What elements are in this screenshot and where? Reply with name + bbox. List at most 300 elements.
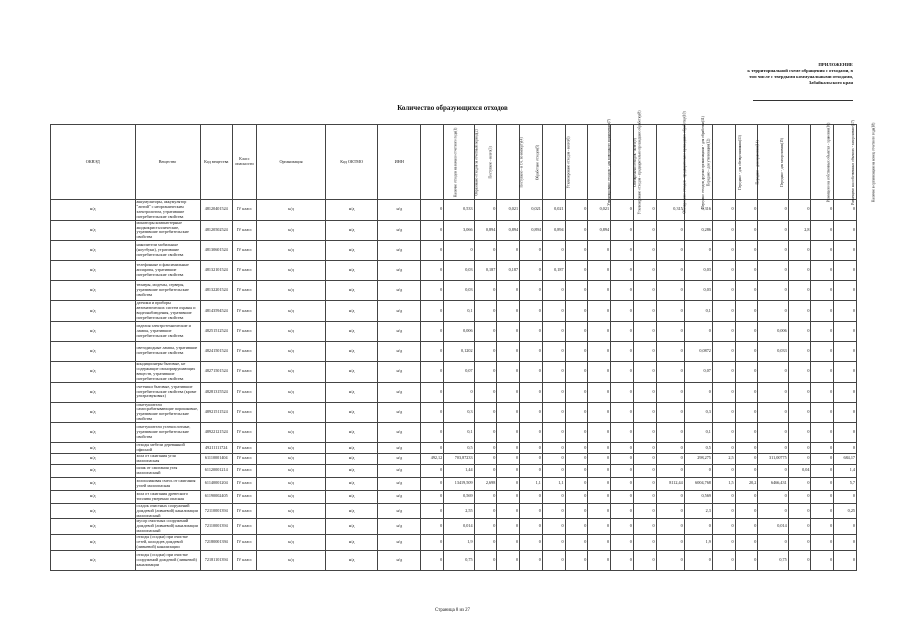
table-cell: 0 <box>735 241 758 261</box>
table-cell: 0 <box>712 321 735 341</box>
table-cell: 0 <box>735 464 758 477</box>
table-cell: 0 <box>633 535 656 551</box>
table-cell: н/д <box>256 443 325 454</box>
column-header <box>788 122 831 202</box>
table-cell: 0 <box>788 490 811 503</box>
table-cell: н/д <box>256 261 325 281</box>
table-cell: 0 <box>758 261 788 281</box>
table-cell: н/д <box>51 382 136 402</box>
table-cell: 0 <box>565 241 588 261</box>
table-cell: н/д <box>326 519 378 535</box>
column-header-label: Наличие в организации на конец отчетного года(18) <box>871 122 876 202</box>
table-cell: 0,187 <box>542 261 565 281</box>
table-cell: 0 <box>811 200 834 221</box>
table-cell: 0 <box>565 341 588 361</box>
table-cell: 1,4 <box>834 464 857 477</box>
table-cell: 0 <box>565 464 588 477</box>
table-cell: 0 <box>656 490 684 503</box>
table-cell: IV класс <box>233 241 257 261</box>
table-cell: 0 <box>474 423 497 443</box>
table-cell: 0 <box>611 361 634 382</box>
table-cell: кондиционеры бытовые, не содержащие озоноразрушающих веществ, утратившие потребительские свойства <box>135 361 200 382</box>
table-cell: зола от сжигания древесного топлива умеренно опасная <box>135 490 200 503</box>
column-header <box>684 125 712 200</box>
table-cell: 0,75 <box>758 550 788 570</box>
table-cell: 0 <box>656 341 684 361</box>
table-cell: 0 <box>811 321 834 341</box>
table-cell: 0,3 <box>684 402 712 423</box>
table-cell: 0 <box>565 477 588 490</box>
table-cell: 0 <box>565 443 588 454</box>
column-header-label: Утилизировано отходов - для повторного применения(7) <box>606 118 611 206</box>
table-cell: н/д <box>326 321 378 341</box>
table-cell: 0 <box>735 519 758 535</box>
table-cell: 0 <box>565 423 588 443</box>
table-cell: изделия электротехнические и лампы, утратившие потребительские свойства <box>135 321 200 341</box>
table-cell: н/д <box>378 301 421 322</box>
table-cell: н/д <box>256 200 325 221</box>
column-header: Организация <box>256 125 325 200</box>
table-cell: 0 <box>633 382 656 402</box>
table-cell: 0 <box>712 490 735 503</box>
table-cell: 0 <box>542 550 565 570</box>
column-header: Класс опасности <box>233 125 257 200</box>
table-cell: 0 <box>735 281 758 301</box>
table-cell: мусор очистных сооружений дождевой (ливневой) канализации малоопасный <box>135 519 200 535</box>
column-header <box>542 125 571 200</box>
table-cell: 0 <box>611 503 634 519</box>
table-cell: 0 <box>834 535 857 551</box>
table-cell: н/д <box>378 321 421 341</box>
table-cell: 0,021 <box>520 200 543 221</box>
table-cell: 0 <box>656 261 684 281</box>
table-cell: 0 <box>611 301 634 322</box>
table-cell: 0 <box>656 321 684 341</box>
table-cell: 0 <box>474 402 497 423</box>
table-cell: 0 <box>656 535 684 551</box>
table-cell: 0 <box>712 361 735 382</box>
table-cell: 72110001394 <box>200 503 233 519</box>
table-cell: 0 <box>788 503 811 519</box>
table-cell: 0 <box>542 519 565 535</box>
table-cell: IV класс <box>233 200 257 221</box>
table-cell: отходы (осадки) при очистке сооружений дождевой (ливневой) канализации <box>135 550 200 570</box>
table-cell: огнетушители углекислотные, утратившие потребительские свойства <box>135 423 200 443</box>
table-cell: н/д <box>326 464 378 477</box>
column-header-label: Размещено на собственных объектах - хранение(16) <box>826 122 831 202</box>
table-cell: 0 <box>542 443 565 454</box>
table-cell: 0,5 <box>684 443 712 454</box>
appendix-line: Забайкальского края <box>808 80 853 85</box>
table-cell: 0 <box>633 341 656 361</box>
table-cell: 0 <box>542 535 565 551</box>
table-cell: н/д <box>256 301 325 322</box>
table-cell: н/д <box>51 341 136 361</box>
table-cell: 0 <box>565 453 588 464</box>
table-cell: 0 <box>588 453 611 464</box>
table-cell: 2,55 <box>444 503 474 519</box>
table-cell: 0,1 <box>684 423 712 443</box>
table-cell: 0 <box>421 241 444 261</box>
table-cell: 0 <box>788 550 811 570</box>
table-row <box>51 261 857 281</box>
table-cell: IV класс <box>233 321 257 341</box>
table-cell: 1,9 <box>684 535 712 551</box>
table-cell: 0 <box>497 477 520 490</box>
table-cell: 0 <box>633 453 656 464</box>
table-cell: 0 <box>656 301 684 322</box>
table-cell: 0 <box>474 519 497 535</box>
table-cell: н/д <box>378 477 421 490</box>
table-cell: 0 <box>811 503 834 519</box>
table-cell: 0 <box>788 453 811 464</box>
table-cell: 3,066 <box>444 220 474 241</box>
table-cell: 0 <box>611 464 634 477</box>
table-cell: 0 <box>421 464 444 477</box>
table-cell: н/д <box>256 281 325 301</box>
appendix-line: том числе с твердыми коммунальными отходами, <box>749 74 853 79</box>
table-cell: 0 <box>497 382 520 402</box>
table-cell: 0 <box>520 535 543 551</box>
table-cell: 0 <box>656 423 684 443</box>
table-cell: 0 <box>497 550 520 570</box>
table-cell: IV класс <box>233 550 257 570</box>
table-cell: датчики и приборы автоматических систем охраны и видеонаблюдения, утратившие потребительские свойства <box>135 301 200 322</box>
table-cell: 0 <box>474 361 497 382</box>
table-cell: 0,25 <box>834 503 857 519</box>
table-cell: 0 <box>633 550 656 570</box>
table-cell: н/д <box>51 261 136 281</box>
table-cell: 2,3 <box>684 503 712 519</box>
table-cell: 0 <box>758 301 788 322</box>
column-header-label: Обработано отходов(5) <box>535 144 540 180</box>
table-cell: 0 <box>542 301 565 322</box>
table-cell: 0,315 <box>656 200 684 221</box>
table-cell: 0 <box>421 490 444 503</box>
table-cell: 0 <box>656 281 684 301</box>
table-cell: 0 <box>758 464 788 477</box>
table-cell: 0 <box>421 519 444 535</box>
table-cell: 0 <box>497 241 520 261</box>
table-cell: 0 <box>811 464 834 477</box>
table-cell: н/д <box>256 535 325 551</box>
table-cell: 0 <box>497 423 520 443</box>
table-cell: 0 <box>788 423 811 443</box>
table-cell: золошлаковая смесь от сжигания углей малоопасная <box>135 477 200 490</box>
table-cell: 0 <box>788 535 811 551</box>
table-cell: 0 <box>565 361 588 382</box>
table-cell: н/д <box>326 402 378 423</box>
table-cell: 0 <box>735 503 758 519</box>
table-cell: 0,569 <box>444 490 474 503</box>
table-cell: 0 <box>497 519 520 535</box>
table-cell: 0 <box>497 535 520 551</box>
table-cell: 0 <box>712 241 735 261</box>
table-cell: 0 <box>758 361 788 382</box>
table-cell: 0 <box>811 443 834 454</box>
table-row <box>51 200 857 221</box>
table-cell: 0 <box>834 550 857 570</box>
table-cell: 1,44 <box>444 464 474 477</box>
table-cell: 48132201524 <box>200 281 233 301</box>
table-cell: 0 <box>811 220 834 241</box>
table-cell: 0 <box>788 261 811 281</box>
table-cell: IV класс <box>233 281 257 301</box>
table-cell: н/д <box>378 423 421 443</box>
table-cell: 703,87233 <box>444 453 474 464</box>
table-cell: 0 <box>565 490 588 503</box>
table-cell: 0 <box>474 281 497 301</box>
table-cell: 0 <box>565 382 588 402</box>
table-cell: 0 <box>735 382 758 402</box>
column-header-label: Передано - для хранения(14) <box>755 139 760 185</box>
table-cell: 0,033 <box>758 341 788 361</box>
table-cell: 0 <box>712 443 735 454</box>
table-cell: IV класс <box>233 423 257 443</box>
table-cell: 0,021 <box>542 200 565 221</box>
table-cell: н/д <box>326 490 378 503</box>
table-cell: 0 <box>520 519 543 535</box>
table-cell: 0 <box>611 443 634 454</box>
table-cell: 0 <box>520 453 543 464</box>
table-cell: 0 <box>542 490 565 503</box>
table-cell: 0 <box>834 321 857 341</box>
table-cell: н/д <box>51 490 136 503</box>
table-cell: 0 <box>588 550 611 570</box>
table-cell: IV класс <box>233 477 257 490</box>
column-header-label: Обезврежено отходов - предварительно прошедших обработку(10) <box>682 110 687 214</box>
table-cell: 0 <box>421 550 444 570</box>
table-cell: мониторы компьютерные жидкокристаллические, утратившие потребительские свойства <box>135 220 200 241</box>
table-cell: 0 <box>588 341 611 361</box>
table-cell: н/д <box>378 261 421 281</box>
table-cell: 48120401524 <box>200 200 233 221</box>
table-cell: н/д <box>51 402 136 423</box>
table-cell: 0,187 <box>497 261 520 281</box>
table-row <box>51 382 857 402</box>
table-cell: 0 <box>611 261 634 281</box>
table-cell: 0 <box>712 220 735 241</box>
table-cell: 0 <box>834 382 857 402</box>
table-cell: 0 <box>474 464 497 477</box>
table-cell: 0 <box>497 443 520 454</box>
table-cell: 72180001394 <box>200 535 233 551</box>
table-cell: 0 <box>735 423 758 443</box>
table-row <box>51 464 857 477</box>
table-cell: 0 <box>656 464 684 477</box>
table-cell: 0 <box>656 519 684 535</box>
table-cell: 0 <box>520 281 543 301</box>
table-cell: 0 <box>633 464 656 477</box>
table-cell: н/д <box>256 361 325 382</box>
table-cell: IV класс <box>233 535 257 551</box>
table-cell: н/д <box>256 490 325 503</box>
table-cell: 0 <box>758 200 788 221</box>
table-cell: 0 <box>758 241 788 261</box>
table-cell: 0 <box>712 281 735 301</box>
table-cell: н/д <box>378 443 421 454</box>
table-row <box>51 341 857 361</box>
table-cell: 0 <box>712 341 735 361</box>
table-cell: н/д <box>51 503 136 519</box>
table-cell: 0,894 <box>474 220 497 241</box>
table-cell: 0 <box>611 550 634 570</box>
table-cell: 61110001404 <box>200 453 233 464</box>
table-cell: 0,75 <box>444 550 474 570</box>
table-cell: 0 <box>758 443 788 454</box>
table-cell: осадок очистных сооружений дождевой (ливневой) канализации малоопасный <box>135 503 200 519</box>
table-cell: 0 <box>474 503 497 519</box>
table-cell: 0 <box>565 301 588 322</box>
table-cell: 0 <box>712 382 735 402</box>
table-cell: 0 <box>520 464 543 477</box>
table-cell: 0 <box>758 490 788 503</box>
table-cell: 0 <box>758 535 788 551</box>
table-cell: 0 <box>735 453 758 464</box>
table-cell: 0 <box>633 402 656 423</box>
table-cell: 48251512524 <box>200 321 233 341</box>
table-cell: 0 <box>497 453 520 464</box>
table-cell: н/д <box>51 200 136 221</box>
table-cell: аккумуляторы, аккумулятор "литий" с неорганическим электролитом, утратившие потребительские свойства <box>135 200 200 221</box>
table-row <box>51 402 857 423</box>
table-cell: 0 <box>520 490 543 503</box>
table-cell: 0 <box>712 519 735 535</box>
column-header-label: Наличие отходов на начало отчетного года(1) <box>453 127 458 197</box>
table-cell: 0 <box>565 321 588 341</box>
table-cell: н/д <box>326 550 378 570</box>
table-cell: 72110001394 <box>200 519 233 535</box>
table-cell: н/д <box>326 241 378 261</box>
table-cell: н/д <box>378 464 421 477</box>
table-cell: 48281315524 <box>200 382 233 402</box>
table-cell: 0 <box>588 281 611 301</box>
table-cell: 0 <box>520 443 543 454</box>
table-cell: шлак от сжигания угля малоопасный <box>135 464 200 477</box>
table-cell: IV класс <box>233 382 257 402</box>
table-cell: 0 <box>758 402 788 423</box>
column-header <box>421 125 458 200</box>
page-title: Количество образующихся отходов <box>397 104 508 112</box>
table-cell: н/д <box>378 503 421 519</box>
table-cell: 0,006 <box>758 321 788 341</box>
table-cell: 0 <box>811 550 834 570</box>
table-row <box>51 443 857 454</box>
table-cell: 0 <box>811 241 834 261</box>
table-cell: 0 <box>421 281 444 301</box>
table-cell: 0 <box>712 464 735 477</box>
table-cell: 0 <box>588 301 611 322</box>
column-header-label: Размещено на собственных объектах - захоронение(17) <box>851 119 856 205</box>
table-cell: н/д <box>378 200 421 221</box>
table-cell: н/д <box>51 281 136 301</box>
table-cell: 0 <box>588 477 611 490</box>
table-cell: 0 <box>811 490 834 503</box>
table-cell: счетчики бытовые, утратившие потребительские свойства (кроме ультразвуковых) <box>135 382 200 402</box>
table-cell: 0,07 <box>684 361 712 382</box>
table-cell: 0 <box>811 453 834 464</box>
column-header-label: Передано - для захоронения(15) <box>780 137 785 187</box>
column-header <box>611 125 637 200</box>
table-cell: 0 <box>656 550 684 570</box>
table-cell: 0 <box>788 281 811 301</box>
table-cell: 0 <box>735 361 758 382</box>
table-cell: 0,187 <box>474 261 497 281</box>
table-cell: 0,014 <box>444 519 474 535</box>
table-cell: н/д <box>256 453 325 464</box>
table-cell: 0 <box>421 321 444 341</box>
table-cell: 0 <box>542 503 565 519</box>
table-cell: 0 <box>542 382 565 402</box>
table-cell: 61140001204 <box>200 477 233 490</box>
table-cell: 0 <box>542 281 565 301</box>
table-cell: 0 <box>788 361 811 382</box>
table-cell: 0 <box>656 382 684 402</box>
table-cell: 0 <box>497 281 520 301</box>
table-cell: н/д <box>51 477 136 490</box>
table-cell: 0 <box>520 382 543 402</box>
table-cell: 0 <box>656 402 684 423</box>
table-cell: 0 <box>565 200 588 221</box>
table-cell: 0 <box>421 535 444 551</box>
table-cell: 0 <box>735 301 758 322</box>
table-cell: 0 <box>588 423 611 443</box>
table-cell: 0 <box>811 519 834 535</box>
table-cell: 0 <box>788 241 811 261</box>
table-cell: 0,894 <box>497 220 520 241</box>
table-cell: 0 <box>811 361 834 382</box>
table-cell: н/д <box>326 423 378 443</box>
table-cell: огнетушители самосрабатывающие порошковые, утратившие потребительские свойства <box>136 401 199 422</box>
table-cell: 0 <box>542 361 565 382</box>
table-cell: 2,698 <box>474 477 497 490</box>
table-cell: н/д <box>256 464 325 477</box>
table-cell: н/д <box>378 382 421 402</box>
column-header: ОКВЭД <box>51 125 136 200</box>
table-row <box>51 519 857 535</box>
table-cell: 0,286 <box>684 220 712 241</box>
table-cell: 0 <box>565 503 588 519</box>
table-cell: 0 <box>588 490 611 503</box>
table-cell: н/д <box>256 341 325 361</box>
table-cell: 0 <box>611 241 634 261</box>
table-cell: 0 <box>611 423 634 443</box>
table-cell: 0 <box>474 241 497 261</box>
column-header <box>444 125 479 200</box>
table-cell: 0 <box>656 220 684 241</box>
table-cell: н/д <box>326 301 378 322</box>
table-cell: 0 <box>421 477 444 490</box>
table-cell: 0 <box>565 220 588 241</box>
table-cell: IV класс <box>233 443 257 454</box>
table-cell: 0 <box>633 361 656 382</box>
table-cell: 0 <box>633 321 656 341</box>
table-cell: IV класс <box>233 220 257 241</box>
table-cell: н/д <box>378 281 421 301</box>
table-cell: н/д <box>326 453 378 464</box>
table-cell: 0,04 <box>788 464 811 477</box>
table-cell: н/д <box>256 550 325 570</box>
table-cell: 0 <box>712 423 735 443</box>
table-cell: IV класс <box>233 503 257 519</box>
table-cell: зола от сжигания угля малоопасная <box>135 453 200 464</box>
table-cell: 0 <box>497 402 520 423</box>
table-cell: н/д <box>326 261 378 281</box>
table-cell: 0 <box>474 535 497 551</box>
table-cell: 0 <box>611 382 634 402</box>
table-row <box>51 453 857 464</box>
table-cell: 20,2 <box>735 477 758 490</box>
